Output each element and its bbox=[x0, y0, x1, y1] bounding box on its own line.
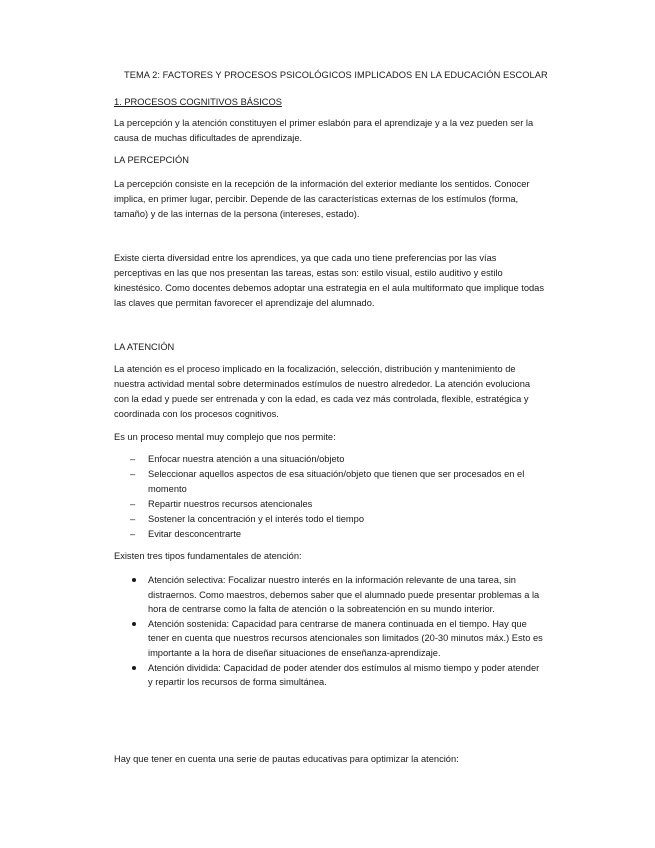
list-item: – Sostener la concentración y el interés todo el tiempo bbox=[130, 514, 365, 524]
heading-percepcion: LA PERCEPCIÓN bbox=[114, 155, 189, 165]
list-item: – Enfocar nuestra atención a una situación/objeto bbox=[130, 454, 345, 464]
intro-paragraph: La percepción y la atención constituyen el primer eslabón para el aprendizaje y a la vez pueden ser la causa de muchas dificultades de aprendizaje. bbox=[114, 118, 534, 143]
percepcion-paragraph-2: Existe cierta diversidad entre los aprendices, ya que cada uno tiene preferencias por las vías perceptivas en las que nos presentan las tareas, estas son: estilo visual, estilo auditivo y estilo kinestésico. Como docentes debemos adoptar una estrategia en el aula multiformato que implique todas las claves que permitan favorecer el aprendizaje del alumnado. bbox=[114, 253, 544, 308]
heading-atencion: LA ATENCIÓN bbox=[114, 342, 175, 352]
list-item: Atención sostenida: Capacidad para centrarse de manera continuada en el tiempo. Hay que tener en cuenta que nuestros recursos atencionales son limitados (20-30 minutos máx.) Esto es importante a la hora de diseñar situaciones de enseñanza-aprendizaje. bbox=[130, 617, 545, 661]
list-item: – Seleccionar aquellos aspectos de esa situación/objeto que tienen que ser procesados en el momento bbox=[130, 469, 525, 494]
attention-types-list bbox=[130, 573, 545, 690]
percepcion-paragraph-1: La percepción consiste en la recepción de la información del exterior mediante los sentidos. Conocer implica, en primer lugar, percibir. Depende de las características externas de los estímulos (forma, tamaño) y de las internas de la persona (intereses, estado). bbox=[114, 179, 530, 219]
atencion-paragraph-2: Es un proceso mental muy complejo que nos permite: bbox=[114, 432, 336, 442]
atencion-paragraph-3: Existen tres tipos fundamentales de atención: bbox=[114, 551, 302, 561]
bullet-icon bbox=[132, 666, 136, 670]
list-item: Atención dividida: Capacidad de poder atender dos estímulos al mismo tiempo y poder atender y repartir los recursos de forma simultánea. bbox=[130, 661, 545, 690]
atencion-paragraph-1: La atención es el proceso implicado en la focalización, selección, distribución y mantenimiento de nuestra actividad mental sobre determinados estímulos de nuestro alrededor. La atención evoluciona con la edad y puede ser entrenada y con la edad, es cada vez más controlada, flexible, estratégica y coordinada con los procesos cognitivos. bbox=[114, 364, 531, 419]
bullet-icon bbox=[132, 622, 136, 626]
section-heading-procesos: 1. PROCESOS COGNITIVOS BÁSICOS bbox=[114, 97, 282, 107]
bullet-icon bbox=[132, 578, 136, 582]
list-item: – Repartir nuestros recursos atencionales bbox=[130, 499, 313, 509]
list-item: – Evitar desconcentrarte bbox=[130, 529, 242, 539]
dash-list bbox=[130, 452, 550, 542]
list-item: Atención selectiva: Focalizar nuestro interés en la información relevante de una tarea, sin distraernos. Como maestros, debemos saber que el alumnado puede presentar problemas a la hora de centrarse como la falta de atención o la sobreatención en su mundo interior. bbox=[130, 573, 545, 617]
atencion-paragraph-4: Hay que tener en cuenta una serie de pautas educativas para optimizar la atención: bbox=[114, 754, 459, 764]
document-title: TEMA 2: FACTORES Y PROCESOS PSICOLÓGICOS IMPLICADOS EN LA EDUCACIÓN ESCOLAR bbox=[124, 70, 548, 80]
